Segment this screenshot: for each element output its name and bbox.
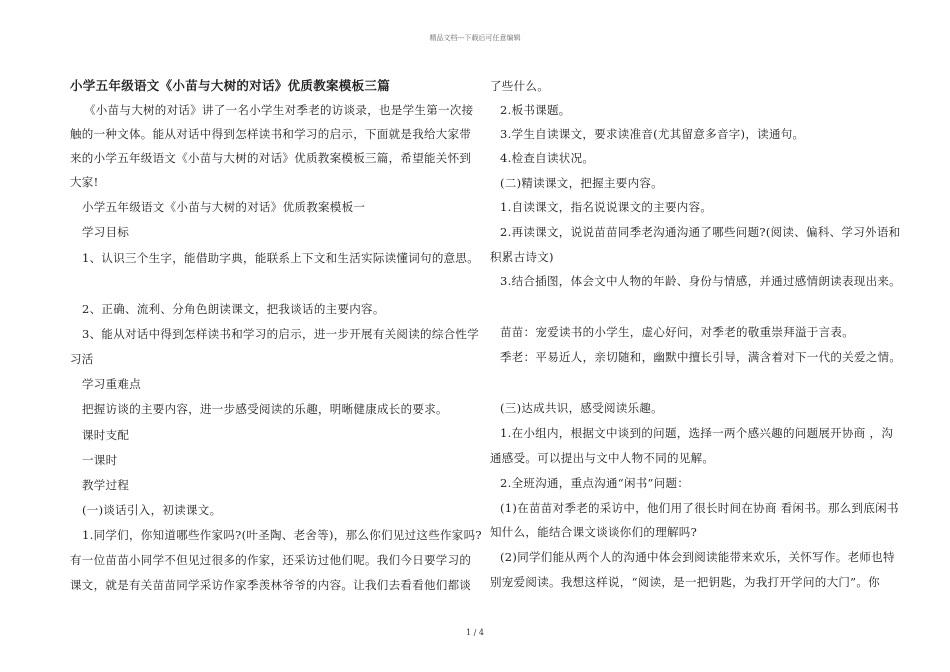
section-heading: 课时支配 xyxy=(82,428,130,442)
paragraph-line: 3、能从对话中得到怎样读书和学习的启示，进一步开展有关阅读的综合性学 xyxy=(82,327,480,341)
document-title: 小学五年级语文《小苗与大树的对话》优质教案模板三篇 xyxy=(70,78,391,93)
section-heading: 学习目标 xyxy=(82,225,130,239)
section-heading: (三)达成共识，感受阅读乐趣。 xyxy=(500,401,663,415)
paragraph-line: 习活 xyxy=(70,352,94,366)
paragraph-line: 别宠爱阅读。我想这样说，“阅读，是一把钥匙，为我打开学问的大门”。你 xyxy=(490,575,880,589)
paragraph-line: 大家! xyxy=(70,175,99,189)
paragraph-line: 2.板书课题。 xyxy=(500,103,571,117)
paragraph-line: 2、正确、流利、分角色朗读课文，把我谈话的主要内容。 xyxy=(82,302,385,316)
paragraph-line: 3.结合插图，体会文中人物的年龄、身份与情感，并通过感情朗读表现出来。 xyxy=(500,274,901,288)
paragraph-line: 来的小学五年级语文《小苗与大树的对话》优质教案模板三篇，希望能关怀到 xyxy=(70,151,472,165)
paragraph-line: 2.全班沟通，重点沟通“闲书”问题： xyxy=(500,476,690,490)
paragraph-line: 课文，就是有关苗苗同学采访作家季羡林爷爷的内容。让我们去看看他们都谈 xyxy=(70,578,472,592)
section-heading: 小学五年级语文《小苗与大树的对话》优质教案模板一 xyxy=(82,200,366,214)
paragraph-line: 2.再读课文，说说苗苗同季老沟通沟通了哪些问题?(阅读、偏科、学习外语和 xyxy=(500,225,901,239)
paragraph-line: 一课时 xyxy=(82,453,118,467)
paragraph-line: 4.检查自读状况。 xyxy=(500,151,595,165)
section-heading: (二)精读课文，把握主要内容。 xyxy=(500,176,663,190)
paragraph-line: 通感受。可以提出与文中人物不同的见解。 xyxy=(490,451,715,465)
paragraph-line: 1.自读课文，指名说说课文的主要内容。 xyxy=(500,200,713,214)
paragraph-line: 《小苗与大树的对话》讲了一名小学生对季老的访谈录，也是学生第一次接 xyxy=(84,103,474,117)
paragraph-line: (一)谈话引入，初读课文。 xyxy=(82,503,222,517)
paragraph-line: 了些什么。 xyxy=(490,79,549,93)
paragraph-line: 触的一种文体。能从对话中得到怎样读书和学习的启示，下面就是我给大家带 xyxy=(70,127,472,141)
paragraph-line: 1.同学们，你知道哪些作家吗?(叶圣陶、老舍等)，那么你们见过这些作家吗? xyxy=(82,528,482,542)
paragraph-line: 3.学生自读课文，要求读准音(尤其留意多音字)，读通句。 xyxy=(500,127,805,141)
page-header: 精品文档---下载后可任意编辑 xyxy=(429,34,521,42)
paragraph-line: 季老：平易近人，亲切随和，幽默中擅长引导，满含着对下一代的关爱之情。 xyxy=(500,350,902,364)
paragraph-line: 1.在小组内，根据文中谈到的问题，选择一两个感兴趣的问题展开协商 ，沟 xyxy=(500,426,894,440)
paragraph-line: 苗苗：宠爱读书的小学生，虚心好问，对季老的敬重崇拜溢于言表。 xyxy=(500,325,854,339)
paragraph-line: 积累古诗文) xyxy=(490,250,554,264)
paragraph-line: (1)在苗苗对季老的采访中，他们用了很长时间在协商 看闲书。那么到底闲书 xyxy=(500,501,899,515)
page-number: 1 / 4 xyxy=(466,628,484,637)
paragraph-line: (2)同学们能从两个人的沟通中体会到阅读能带来欢乐，关怀写作。老师也特 xyxy=(500,550,895,564)
section-heading: 学习重难点 xyxy=(82,377,141,391)
paragraph-line: 把握访谈的主要内容，进一步感受阅读的乐趣，明晰健康成长的要求。 xyxy=(82,402,448,416)
paragraph-line: 有一位苗苗小同学不但见过很多的作家，还采访过他们呢。我们今日要学习的 xyxy=(70,553,472,567)
section-heading: 教学过程 xyxy=(82,478,130,492)
paragraph-line: 1、认识三个生字，能借助字典，能联系上下文和生活实际读懂词句的意思。 xyxy=(82,251,480,265)
paragraph-line: 知什么，能结合课文谈谈你们的理解吗? xyxy=(490,525,698,539)
